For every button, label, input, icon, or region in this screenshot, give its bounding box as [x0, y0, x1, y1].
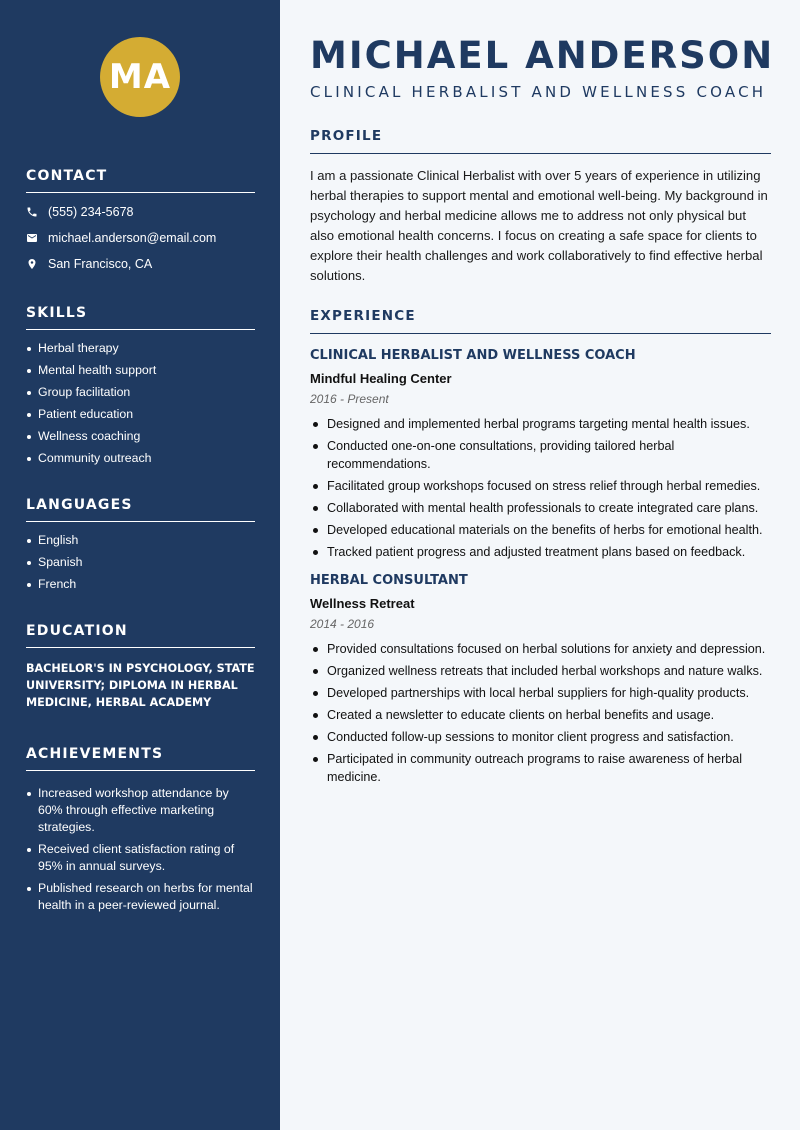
avatar-initials: MA — [108, 57, 172, 97]
job-bullet: Tracked patient progress and adjusted treatment plans based on feedback. — [310, 543, 771, 561]
job-bullet: Organized wellness retreats that included herbal workshops and nature walks. — [310, 662, 771, 680]
education-section — [26, 623, 255, 711]
job-bullet: Participated in community outreach programs to raise awareness of herbal medicine. — [310, 750, 771, 786]
skill-item: Herbal therapy — [26, 340, 255, 357]
avatar — [100, 37, 180, 117]
job-bullets — [310, 415, 771, 561]
phone-text[interactable]: (555) 234-5678 — [48, 205, 134, 219]
job-company: Mindful Healing Center — [310, 371, 452, 386]
languages-list — [26, 532, 255, 593]
contact-section — [26, 168, 255, 277]
location-pin-icon — [26, 258, 48, 270]
profile-title: PROFILE — [310, 128, 771, 154]
language-item: English — [26, 532, 255, 549]
job-bullet: Created a newsletter to educate clients on herbal benefits and usage. — [310, 706, 771, 724]
contact-email — [26, 225, 255, 251]
achievement-item: Increased workshop attendance by 60% through effective marketing strategies. — [26, 785, 255, 836]
job-bullet: Designed and implemented herbal programs targeting mental health issues. — [310, 415, 771, 433]
achievements-section — [26, 746, 255, 919]
experience-title: EXPERIENCE — [310, 308, 771, 334]
job-bullet: Developed partnerships with local herbal suppliers for high-quality products. — [310, 684, 771, 702]
skills-section — [26, 305, 255, 472]
languages-title: LANGUAGES — [26, 497, 255, 522]
skill-item: Patient education — [26, 406, 255, 423]
location-text: San Francisco, CA — [48, 257, 153, 271]
job-bullet: Provided consultations focused on herbal solutions for anxiety and depression. — [310, 640, 771, 658]
language-item: Spanish — [26, 554, 255, 571]
job-entry — [310, 573, 771, 786]
contact-phone — [26, 199, 255, 225]
achievement-item: Received client satisfaction rating of 95% in annual surveys. — [26, 841, 255, 875]
skills-list — [26, 340, 255, 467]
job-bullet: Collaborated with mental health professionals to create integrated care plans. — [310, 499, 771, 517]
language-item: French — [26, 576, 255, 593]
contact-location — [26, 251, 255, 277]
profile-text: I am a passionate Clinical Herbalist with over 5 years of experience in utilizing herbal therapies to support mental and emotional well-being. My background in psychology and herbal medicine allows me to address not only physical but also emotional health concerns. I focus on creating a safe space for clients to explore their health challenges and work collaboratively to find effective herbal solutions. — [310, 168, 768, 283]
job-bullet: Facilitated group workshops focused on stress relief through herbal remedies. — [310, 477, 771, 495]
skill-item: Wellness coaching — [26, 428, 255, 445]
skill-item: Group facilitation — [26, 384, 255, 401]
job-title: HERBAL CONSULTANT — [310, 573, 468, 588]
job-dates: 2014 - 2016 — [310, 617, 375, 631]
job-bullet: Conducted follow-up sessions to monitor client progress and satisfaction. — [310, 728, 771, 746]
candidate-name: MICHAEL ANDERSON — [310, 34, 775, 77]
skills-title: SKILLS — [26, 305, 255, 330]
candidate-role: CLINICAL HERBALIST AND WELLNESS COACH — [310, 83, 767, 101]
sidebar — [0, 0, 280, 1130]
job-bullet: Conducted one-on-one consultations, providing tailored herbal recommendations. — [310, 437, 771, 473]
experience-section — [310, 308, 771, 790]
profile-section — [310, 128, 771, 286]
job-company: Wellness Retreat — [310, 596, 415, 611]
achievements-list — [26, 785, 255, 914]
skill-item: Community outreach — [26, 450, 255, 467]
achievement-item: Published research on herbs for mental health in a peer-reviewed journal. — [26, 880, 255, 914]
skill-item: Mental health support — [26, 362, 255, 379]
job-dates: 2016 - Present — [310, 392, 389, 406]
job-bullets — [310, 640, 771, 786]
education-text: BACHELOR'S IN PSYCHOLOGY, STATE UNIVERSITY; DIPLOMA IN HERBAL MEDICINE, HERBAL ACADEMY — [26, 662, 255, 709]
phone-icon — [26, 206, 48, 218]
mail-icon — [26, 232, 48, 244]
job-entry — [310, 348, 771, 561]
job-title: CLINICAL HERBALIST AND WELLNESS COACH — [310, 348, 636, 363]
contact-title: CONTACT — [26, 168, 255, 193]
job-bullet: Developed educational materials on the benefits of herbs for emotional health. — [310, 521, 771, 539]
achievements-title: ACHIEVEMENTS — [26, 746, 255, 771]
languages-section — [26, 497, 255, 598]
education-title: EDUCATION — [26, 623, 255, 648]
email-text[interactable]: michael.anderson@email.com — [48, 231, 217, 245]
